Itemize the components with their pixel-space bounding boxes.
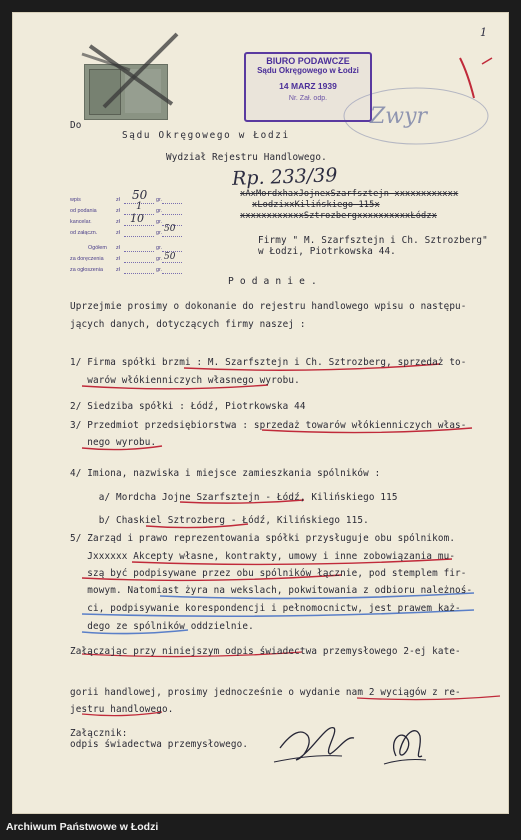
- point-5-line-1: 5/ Zarząd i prawo reprezentowania spółki przysługuje obu spólnikom.: [70, 533, 456, 544]
- fee-row: od podania zł gr.: [70, 206, 190, 217]
- fee-doreczenia-amount: 50: [164, 252, 176, 262]
- fee-row: wpis zł gr.: [70, 195, 190, 206]
- point-3-line-1: 3/ Przedmiot przedsiębiorstwa : sprzedaż towarów włókienniczych włas-: [70, 420, 467, 431]
- partner-a: a/ Mordcha Jojne Szarfsztejn - Łódź, Kilińskiego 115: [70, 492, 398, 503]
- pencil-note: Zwyr: [370, 104, 428, 129]
- fee-table: [70, 195, 190, 276]
- point-1-line-1: 1/ Firma spółki brzmi : M. Szarfsztejn i Ch. Sztrozberg, sprzedaż to-: [70, 357, 467, 368]
- archive-caption: Archiwum Państwowe w Łodzi: [0, 814, 521, 840]
- point-5-line-6: dego ze spólników oddzielnie.: [70, 621, 254, 632]
- intro-line-2: jących danych, dotyczących firmy naszej :: [70, 319, 306, 330]
- point-2: 2/ Siedziba spółki : Łódź, Piotrkowska 44: [70, 401, 306, 412]
- fee-zalacz-amount: 50: [164, 224, 176, 234]
- fee-row: kancelar. zł gr.: [70, 217, 190, 228]
- firm-address: w Łodzi, Piotrkowska 44.: [258, 246, 396, 257]
- point-5-line-4: mowym. Natomiast żyra na wekslach, pokwitowania z odbioru należnoś-: [70, 585, 473, 596]
- fee-wpis-amount: 50: [132, 188, 148, 202]
- closing-line-2: gorii handlowej, prosimy jednocześnie o wydanie nam 2 wyciągów z re-: [70, 687, 461, 698]
- point-1-line-2: warów włókienniczych własnego wyrobu.: [70, 375, 300, 386]
- stamp-footer: Nr. Zał. odp.: [288, 95, 328, 102]
- closing-line-3: jestru handlowego.: [70, 704, 174, 715]
- sender-struck-3: xxxxxxxxxxxxSztrozbergxxxxxxxxxxŁódzx: [240, 211, 437, 221]
- office-stamp: [244, 52, 372, 122]
- intro-line-1: Uprzejmie prosimy o dokonanie do rejestru handlowego wpisu o następu-: [70, 301, 467, 312]
- point-5-line-3: szą być podpisywane przez obu spólników łącznie, pod stemplem fir-: [70, 568, 467, 579]
- court-name: Sądu Okręgowego w Łodzi: [122, 130, 290, 141]
- page-number: 1: [480, 26, 487, 39]
- point-4: 4/ Imiona, nazwiska i miejsce zamieszkania spólników :: [70, 468, 381, 479]
- closing-line-1: Załączając przy niniejszym odpis świadectwa przemysłowego 2-ej kate-: [70, 646, 461, 657]
- document-page: [12, 12, 509, 814]
- sender-struck-1: xAxMordxhaxJojnexSzarfsztejn xxxxxxxxxxxx: [240, 189, 459, 199]
- firm-name: Firmy " M. Szarfsztejn i Ch. Sztrozberg": [258, 235, 488, 246]
- point-3-line-2: nego wyrobu.: [70, 437, 157, 448]
- fee-row: Ogółem zł gr.: [70, 243, 190, 254]
- fee-kancel-amount: 10: [130, 212, 144, 225]
- sender-struck-2: xLodzixxKilińskiego 115x: [252, 200, 380, 210]
- case-reference: Rp. 233/39: [231, 164, 338, 190]
- fee-row: za ogłoszenia zł gr.: [70, 265, 190, 276]
- do-label: Do: [70, 120, 82, 131]
- point-5-line-5: ci, podpisywanie korespondencji i pełnomocnictw, jest prawem każ-: [70, 603, 461, 614]
- fee-podanie-amount: 1: [136, 201, 143, 212]
- stamp-date: 14 MARZ 1939: [279, 81, 337, 91]
- fee-row: od załączn. zł gr.: [70, 228, 190, 239]
- stamp-line-1: BIURO PODAWCZE: [266, 56, 350, 66]
- fee-row: za doręczenia zł gr.: [70, 254, 190, 265]
- document-heading: P o d a n i e .: [228, 276, 317, 287]
- stamp-line-2: Sądu Okręgowego w Łodzi: [257, 66, 359, 75]
- attachment-item: odpis świadectwa przemysłowego.: [70, 739, 249, 750]
- point-5-line-2: Jxxxxxx Akcepty własne, kontrakty, umowy i inne zobowiązania mu-: [70, 551, 456, 562]
- partner-b: b/ Chaskiel Sztrozberg - Łódź, Kilińskiego 115.: [70, 515, 369, 526]
- attachment-label: Załącznik:: [70, 728, 128, 739]
- court-division: Wydział Rejestru Handlowego.: [166, 152, 327, 163]
